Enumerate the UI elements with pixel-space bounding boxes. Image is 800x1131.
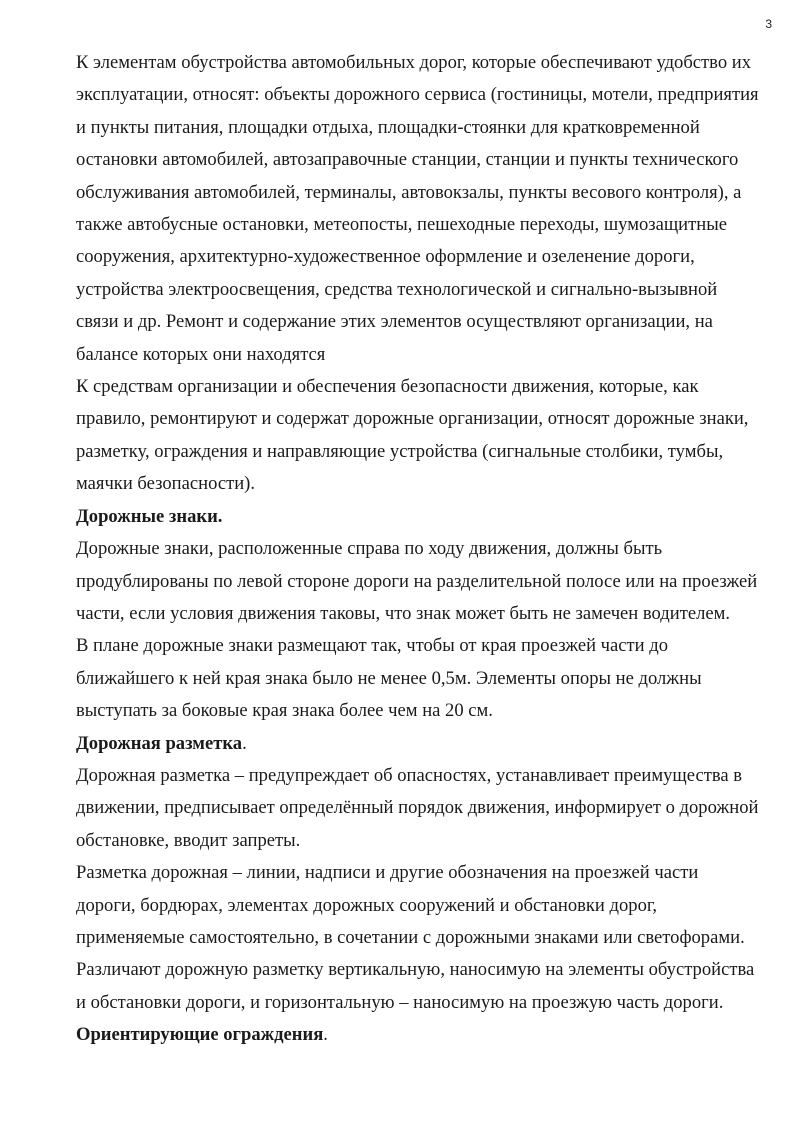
text-line: Разметка дорожная – линии, надписи и другие обозначения на проезжей части <box>76 862 699 884</box>
text-line: и обстановки дороги, и горизонтальную – наносимую на проезжую часть дороги. <box>76 991 724 1013</box>
paragraph <box>76 630 776 727</box>
paragraph <box>76 47 776 371</box>
text-line: и пункты питания, площадки отдыха, площадки-стоянки для кратковременной <box>76 116 700 138</box>
section-heading <box>76 501 776 533</box>
paragraph <box>76 760 776 857</box>
section-heading-suffix: . <box>323 1024 328 1046</box>
text-line: устройства электроосвещения, средства технологической и сигнально-вызывной <box>76 278 718 300</box>
text-line: остановки автомобилей, автозаправочные станции, станции и пункты технического <box>76 149 739 171</box>
text-line: связи и др. Ремонт и содержание этих элементов осуществляют организации, на <box>76 311 713 333</box>
section-heading-text: Дорожная разметка <box>76 732 243 754</box>
section-heading <box>76 1019 776 1051</box>
text-line: В плане дорожные знаки размещают так, чтобы от края проезжей части до <box>76 635 669 657</box>
paragraph <box>76 857 776 954</box>
text-line: Различают дорожную разметку вертикальную, наносимую на элементы обустройства <box>76 959 755 981</box>
text-line: ближайшего к ней края знака было не менее 0,5м. Элементы опоры не должны <box>76 667 702 689</box>
page-number: 3 <box>765 17 772 31</box>
section-heading-text: Дорожные знаки. <box>76 505 223 527</box>
text-line: эксплуатации, относят: объекты дорожного сервиса (гостиницы, мотели, предприятия <box>76 84 759 106</box>
text-line: балансе которых они находятся <box>76 343 326 365</box>
section-heading-text: Ориентирующие ограждения <box>76 1024 324 1046</box>
paragraph <box>76 533 776 630</box>
text-line: применяемые самостоятельно, в сочетании с дорожными знаками или светофорами. <box>76 926 745 948</box>
text-line: продублированы по левой стороне дороги на разделительной полосе или на проезжей <box>76 570 758 592</box>
text-line: части, если условия движения таковы, что знак может быть не замечен водителем. <box>76 602 731 624</box>
text-line: маячки безопасности). <box>76 473 255 495</box>
text-line: обслуживания автомобилей, терминалы, автовокзалы, пункты весового контроля), а <box>76 181 742 203</box>
text-line: выступать за боковые края знака более чем на 20 см. <box>76 700 493 722</box>
paragraph <box>76 954 776 1019</box>
text-line: движении, предписывает определённый порядок движения, информирует о дорожной <box>76 797 759 819</box>
text-line: разметку, ограждения и направляющие устройства (сигнальные столбики, тумбы, <box>76 440 724 462</box>
text-line: обстановке, вводит запреты. <box>76 829 301 851</box>
text-line: Дорожная разметка – предупреждает об опасностях, устанавливает преимущества в <box>76 764 743 786</box>
text-line: Дорожные знаки, расположенные справа по ходу движения, должны быть <box>76 538 663 560</box>
text-line: правило, ремонтируют и содержат дорожные организации, относят дорожные знаки, <box>76 408 749 430</box>
text-line: сооружения, архитектурно-художественное оформление и озеленение дороги, <box>76 246 695 268</box>
section-heading-suffix: . <box>242 732 247 754</box>
document-body <box>76 47 776 1052</box>
text-line: также автобусные остановки, метеопосты, пешеходные переходы, шумозащитные <box>76 214 727 236</box>
paragraph <box>76 371 776 501</box>
text-line: К средствам организации и обеспечения безопасности движения, которые, как <box>76 376 699 398</box>
section-heading <box>76 728 776 760</box>
text-line: К элементам обустройства автомобильных дорог, которые обеспечивают удобство их <box>76 52 752 73</box>
text-line: дороги, бордюрах, элементах дорожных сооружений и обстановки дорог, <box>76 894 658 916</box>
